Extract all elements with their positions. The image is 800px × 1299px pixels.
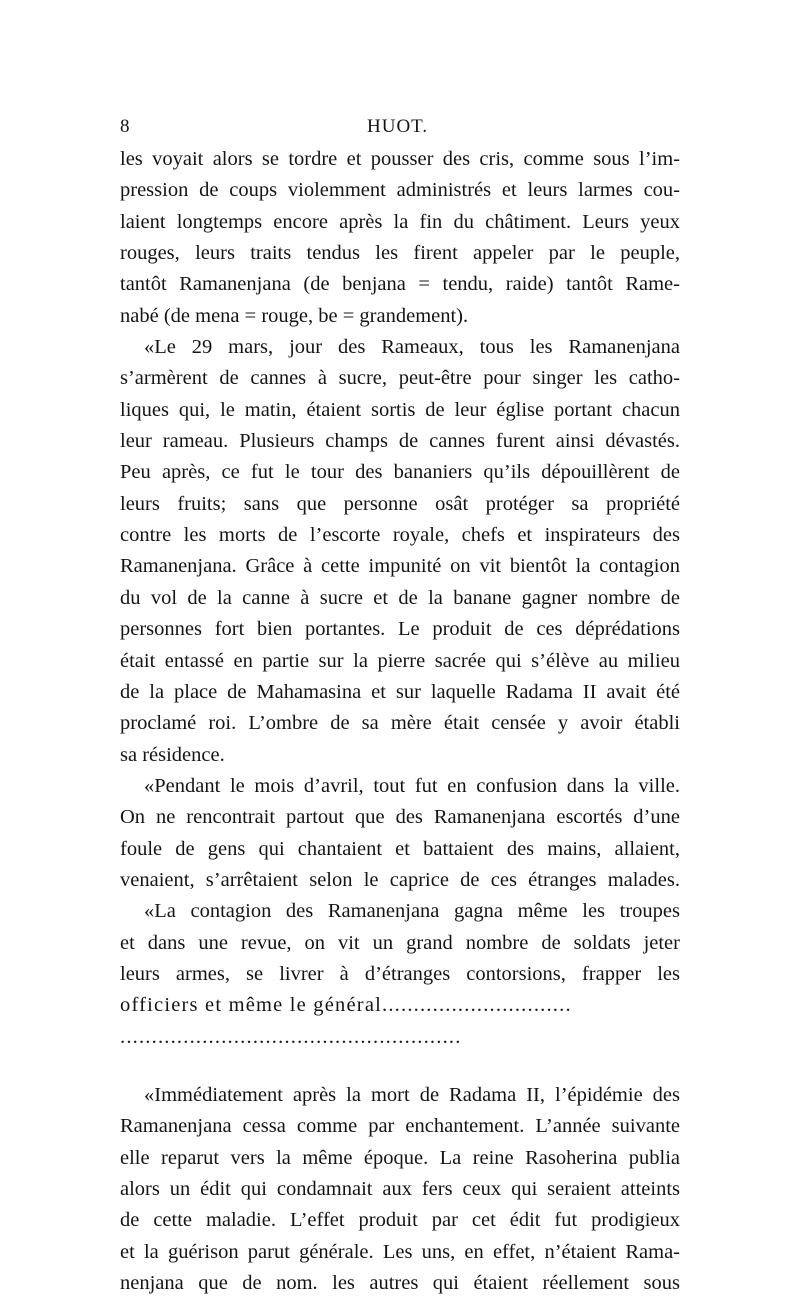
text-line: «Immédiatement après la mort de Radama II, l’épidémie des bbox=[144, 1083, 680, 1106]
text-line: leurs armes, se livrer à d’étranges contorsions, frapper les bbox=[120, 962, 680, 985]
paragraph-1 bbox=[120, 144, 680, 332]
text-line: Peu après, ce fut le tour des bananiers qu’ils dépouillèrent de bbox=[120, 461, 680, 484]
text-line: elle reparut vers la même époque. La reine Rasoherina publia bbox=[120, 1146, 680, 1169]
text-line: venaient, s’arrêtaient selon le caprice de ces étranges malades. bbox=[120, 868, 680, 891]
text-line: nabé (de mena = rouge, be = grandement). bbox=[120, 304, 469, 327]
text-line: les voyait alors se tordre et pousser des cris, comme sous l’im- bbox=[120, 148, 680, 170]
text-line: «Pendant le mois d’avril, tout fut en confusion dans la ville. bbox=[144, 774, 680, 797]
text-line: officiers et même le général.............................. bbox=[120, 994, 572, 1017]
paragraph-2 bbox=[120, 332, 680, 771]
page-number: 8 bbox=[120, 116, 130, 137]
ellipsis-line: ...................................................... bbox=[120, 1025, 462, 1048]
text-line: de cette maladie. L’effet produit par cet édit fut prodigieux bbox=[120, 1209, 680, 1232]
text-line: laient longtemps encore après la fin du châtiment. Leurs yeux bbox=[120, 210, 680, 233]
paragraph-3 bbox=[120, 771, 680, 896]
text-line: foule de gens qui chantaient et battaient des mains, allaient, bbox=[120, 837, 680, 860]
text-line: leurs fruits; sans que personne osât protéger sa propriété bbox=[120, 492, 680, 515]
text-line: Ramanenjana cessa comme par enchantement. L’année suivante bbox=[120, 1115, 680, 1138]
paragraph-4 bbox=[120, 896, 680, 1053]
text-line: Ramanenjana. Grâce à cette impunité on vit bientôt la contagion bbox=[120, 555, 680, 578]
running-head bbox=[120, 112, 680, 142]
text-line: personnes fort bien portantes. Le produit de ces déprédations bbox=[120, 618, 680, 641]
text-line: nenjana que de nom. les autres qui étaient réellement sous bbox=[120, 1272, 680, 1295]
text-line: s’armèrent de cannes à sucre, peut-être pour singer les catho- bbox=[120, 367, 680, 390]
text-line: rouges, leurs traits tendus les firent appeler par le peuple, bbox=[120, 242, 680, 265]
text-line: du vol de la canne à sucre et de la banane gagner nombre de bbox=[120, 586, 680, 609]
text-line: leur rameau. Plusieurs champs de cannes furent ainsi dévastés. bbox=[120, 430, 680, 453]
book-page bbox=[120, 112, 680, 1299]
text-line: était entassé en partie sur la pierre sacrée qui s’élève au milieu bbox=[120, 649, 680, 672]
text-line: «La contagion des Ramanenjana gagna même les troupes bbox=[144, 900, 680, 923]
text-line: «Le 29 mars, jour des Rameaux, tous les Ramanenjana bbox=[144, 336, 680, 359]
text-line: sa résidence. bbox=[120, 743, 225, 766]
text-line: proclamé roi. L’ombre de sa mère était censée y avoir établi bbox=[120, 712, 680, 735]
text-line: et dans une revue, on vit un grand nombre de soldats jeter bbox=[120, 931, 680, 954]
text-line: et la guérison parut générale. Les uns, en effet, n’étaient Rama- bbox=[120, 1240, 680, 1263]
running-title: HUOT. bbox=[367, 116, 429, 137]
section-gap bbox=[120, 1053, 680, 1080]
text-line: On ne rencontrait partout que des Ramanenjana escortés d’une bbox=[120, 806, 680, 829]
text-line: alors un édit qui condamnait aux fers ceux qui seraient atteints bbox=[120, 1178, 680, 1200]
text-line: tantôt Ramanenjana (de benjana = tendu, raide) tantôt Rame- bbox=[120, 273, 680, 296]
text-line: contre les morts de l’escorte royale, chefs et inspirateurs des bbox=[120, 524, 680, 547]
text-line: de la place de Mahamasina et sur laquelle Radama II avait été bbox=[120, 680, 680, 703]
text-line: liques qui, le matin, étaient sortis de leur église portant chacun bbox=[120, 398, 680, 421]
paragraph-5 bbox=[120, 1080, 680, 1299]
text-line: pression de coups violemment administrés et leurs larmes cou- bbox=[120, 179, 680, 202]
